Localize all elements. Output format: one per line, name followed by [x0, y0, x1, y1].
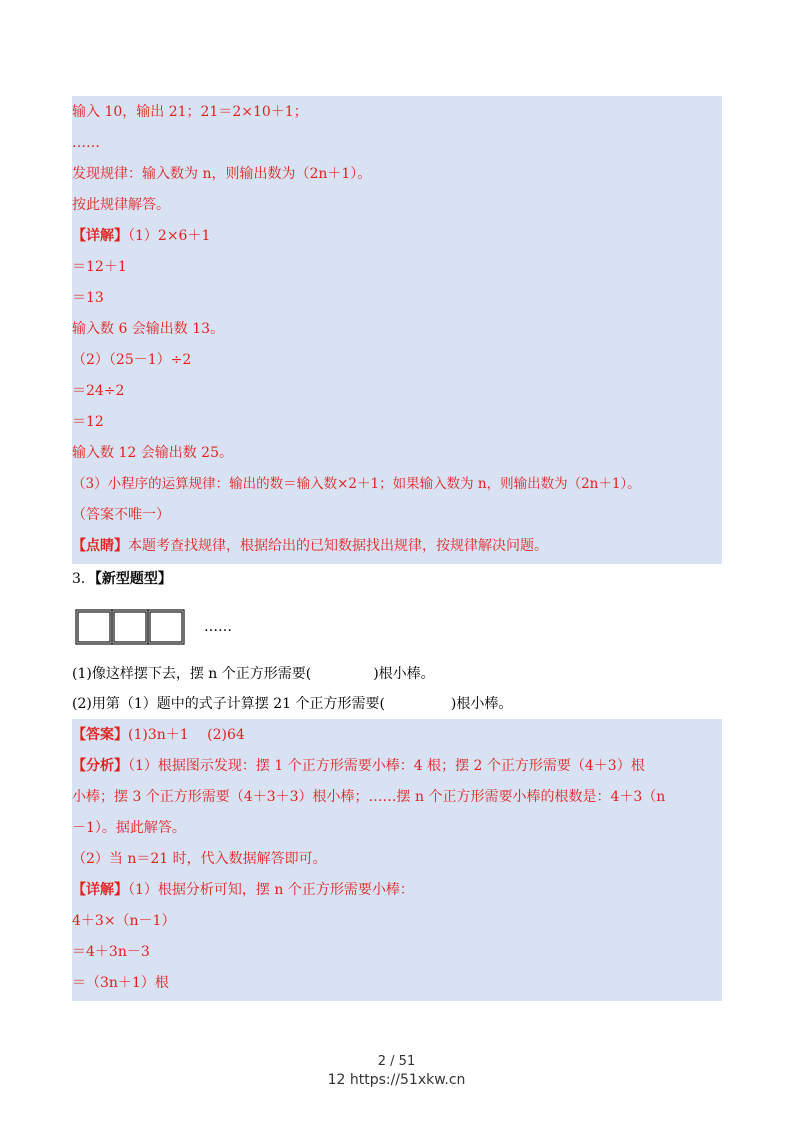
solution-line: 【答案】(1)3n＋1 (2)64: [72, 727, 245, 743]
question-number: 3．: [72, 571, 95, 587]
question-part-1: (1)像这样摆下去，摆 n 个正方形需要( )根小棒。: [72, 666, 435, 682]
solution-line: （2）当 n＝21 时，代入数据解答即可。: [72, 851, 327, 867]
solution-line: （3）小程序的运算规律：输出的数＝输入数×2＋1；如果输入数为 n，则输出数为（2n＋1）。: [72, 476, 641, 492]
source-watermark: 12 https://51xkw.cn: [327, 1072, 466, 1088]
squares-figure: [72, 604, 192, 648]
solution-line: 按此规律解答。: [72, 197, 170, 213]
solution-line: ＝4＋3n－3: [72, 944, 150, 960]
solution-line: 【分析】（1）根据图示发现：摆 1 个正方形需要小棒：4 根；摆 2 个正方形需要（4＋3）根: [72, 758, 645, 774]
answer-tag: 【答案】: [72, 727, 128, 743]
solution-line: 小棒；摆 3 个正方形需要（4＋3＋3）根小棒；……摆 n 个正方形需要小棒的根数是：4＋3（n: [72, 789, 666, 805]
solution-line: 【详解】（1）2×6＋1: [72, 228, 211, 244]
comment-tag: 【点睛】: [72, 538, 128, 554]
solution-line: 4＋3×（n－1）: [72, 913, 176, 929]
solution-line: 输入 10，输出 21；21＝2×10＋1；: [72, 104, 308, 120]
solution-line: 输入数 12 会输出数 25。: [72, 445, 233, 461]
square-2: [112, 610, 148, 644]
solution-line: 【详解】（1）根据分析可知，摆 n 个正方形需要小棒：: [72, 882, 414, 898]
solution-line: 【点睛】本题考查找规律，根据给出的已知数据找出规律，按规律解决问题。: [72, 538, 548, 554]
solution-line: ＝24÷2: [72, 383, 125, 399]
solution-line: 发现规律：输入数为 n，则输出数为（2n＋1）。: [72, 166, 372, 182]
solution-line: －1）。据此解答。: [72, 820, 186, 836]
solution-line: ＝12: [72, 414, 104, 430]
solution-line: ＝（3n＋1）根: [72, 975, 169, 991]
square-1: [76, 610, 112, 644]
solution-line: ……: [72, 135, 100, 151]
solution-line: ＝13: [72, 290, 104, 306]
solution-line: （2）（25－1）÷2: [72, 352, 192, 368]
figure-ellipsis: ……: [204, 619, 232, 635]
question-part-2: (2)用第（1）题中的式子计算摆 21 个正方形需要( )根小棒。: [72, 696, 513, 712]
solution-line: ＝12＋1: [72, 259, 127, 275]
detail-tag: 【详解】: [72, 228, 128, 244]
solution-line: 输入数 6 会输出数 13。: [72, 321, 225, 337]
solution-line: （答案不唯一）: [72, 507, 170, 523]
square-3: [148, 610, 184, 644]
analysis-tag: 【分析】: [72, 758, 128, 774]
question-heading: [72, 564, 172, 595]
page-number: 2 / 51: [377, 1054, 416, 1069]
question-type-tag: 【新型题型】: [94, 571, 172, 587]
detail-tag: 【详解】: [72, 882, 128, 898]
